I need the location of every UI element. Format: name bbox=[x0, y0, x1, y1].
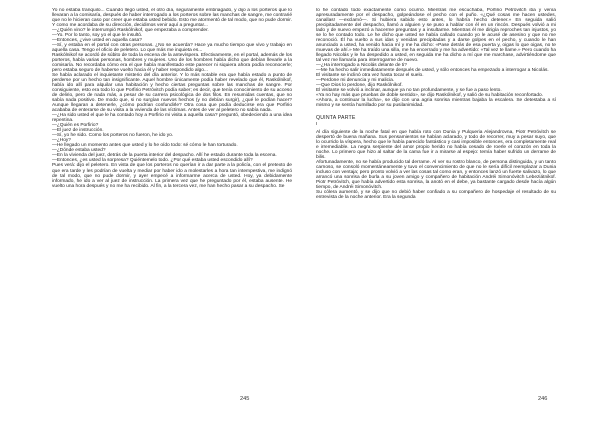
dialogue-line: —Sí, yo he sido. Como los porteros no fueron, he ido yo. bbox=[52, 133, 174, 139]
text-block: «Ya no hay más que pruebas de doble sentido», se dijo Raskólnikof, y salió de su habitación reconfortado. bbox=[316, 93, 544, 99]
dialogue-line: El visitante se inclinó otra vez hasta tocar el suelo. bbox=[316, 73, 424, 79]
text-block: Se había aclarado el inquietante misterio del día anterior. Y lo más notable era que había estado a punto de perderse por un hecho tan insignificante. Aquel hombre únicamente podía haber revelado que él, Raskólnikof, había ido allí para alquilar una habitación y hecho ciertas preguntas sobre las manchas de sangre. Por consiguiente, esto era todo lo que Porfirio Petróvitch podía saber; es decir, que tenía conocimiento de su acceso de delirio, pero de nada más, a pesar de su carrera psicológica de dos filos. En resumidas cuentas, que no sabía nada positivo. De modo que, si no surgían nuevos hechos (y no debían surgir), ¿qué le podían hacer? Aunque llegaran a detenerle, ¿cómo podrían confundirle? Otra cosa que podía deducirse era que Porfirio acababa de enterarse de su visita a la vivienda de las víctimas. Antes de ver al peletero no sabía nada. bbox=[52, 73, 292, 114]
dialogue-line: —En la vivienda del juez, detrás de la puerta interior del despacho. Allí he estado durante toda la escena. bbox=[52, 153, 277, 159]
dialogue-line: —¿Quién es Porfirio? bbox=[52, 123, 99, 129]
text-block: Al día siguiente de la noche fatal en que había roto con Dunia y Pulqueria Alejandrovna, Piotr Petróvitch se despertó de buena mañana. Sus pensamientos se habían aclarado, y todo de recorrer, muy a pesar suyo, que lo ocurrido la víspera, hecho que le había parecido fantástico y casi imposible entonces, era completamente real e irremediable. La negra serpiente del amor propio herido no había cesado de roerle el corazón en toda la noche. Lo primero que hizo al saltar de la cama fue ir a mirarse al espejo: temía haber sufrido un derrame de bilis. bbox=[316, 129, 556, 160]
dialogue-line: —Sí, y estaba en el portal con otras personas. ¿No se acuerda? Hace ya mucho tiempo que vivo y trabajo en aquella casa. Tengo el oficio de peletero. Lo que más me inquieta es... bbox=[52, 43, 292, 54]
dialogue-line: —He llegado un momento antes que usted y lo he oído todo: sé cómo le han torturado. bbox=[52, 143, 238, 149]
dialogue-line: —¿Ha interrogado a Nicolás delante de ti? bbox=[316, 63, 407, 69]
text-block: Su cólera aumentó, y se dijo que no debió haber confiado a su compañero de hospedaje el resultado de su entrevista de la noche anterior. Era la segunda bbox=[316, 190, 556, 201]
text-block: Afortunadamente, no se había producido tal derrame. Al ver su rostro blanco, de persona distinguida, y un tanto carnoso, se consoló momentáneamente y tuvo el convencimiento de que no le sería difícil reemplazar a Dunia incluso con ventaja; pero pronto volvió a ver las cosas tal como eran, y entonces lanzó un fuerte salivazo, lo que arrancó una sonrisa de burla a su joven amigo y compañero de habitación Andréi Simonóvitch Lebeziátnikof. Piotr Petróvitch, que había advertido esta sonrisa, la anotó en el debe, ya bastante cargado desde hacía algún tiempo, de Andréi Simonóvitch. bbox=[316, 160, 556, 191]
dialogue-line: —El juez de instrucción. bbox=[52, 128, 104, 134]
left-page bbox=[52, 8, 292, 408]
text-block: El visitante se volvió a inclinar, aunque ya no tan profundamente, y se fue a paso lento. bbox=[316, 88, 502, 94]
text-block: «Ahora, a continuar la lucha», se dijo con una agria sonrisa mientras bajaba la escalera. Se detestaba a sí mismo y se sentía humillado por su pusilanimidad. bbox=[316, 98, 556, 109]
dialogue-line: —Perdone mi denuncia y mi malicia. bbox=[316, 78, 395, 84]
dialogue-line: —Me ha hecho salir inmediatamente después de usted, y sólo entonces ha empezado a interrogar a Nicolás. bbox=[316, 68, 549, 74]
page-number: 245 bbox=[240, 396, 250, 402]
dialogue-line: —¿Dónde estaba usted? bbox=[52, 148, 106, 154]
right-page bbox=[316, 8, 556, 408]
text-block: Pues verá: dijo el peletero. En vista de que los porteros no querían ir a dar parte a la policía, con el pretexto de que era tarde y les podrían de vuelta y mediar por haber ido a molestarles a hora tan intempestiva, me indignó de tal modo, que no pude dormir, y ayer empecé a informarme acerca de usted. Hoy, ya debidamente informado, he ido a ver al juez de instrucción. La primera vez que he preguntado por él, estaba ausente. He vuelto una hora después y no me ha recibido. Al fin, a la tercera vez, me han hecho pasar a su despacho. Se bbox=[52, 163, 292, 189]
page-number: 246 bbox=[538, 396, 548, 402]
dialogue-line: —¿Ha sido usted el que le ha contado hoy a Porfirio mi visita a aquella casa? preguntó, obedeciendo a una idea repentina. bbox=[52, 113, 292, 124]
text-block: Raskólnikof se acordó de súbito de toda la escena de la antevíspera. Efectivamente, en el portal, además de los porteros, había varias personas, hombres y mujeres. Uno de los hombres había dicho que debían llevarle a la comisaría. No recordaba cómo era el que había manifestado este parecer ni siquiera ahora podía reconocerle; pero estaba seguro de haberse vuelto hacia él y haber respondido algo... bbox=[52, 53, 292, 74]
dialogue-line: —¿Quién vino? le interrumpió Raskólnikof, que empezaba a comprender. bbox=[52, 28, 209, 34]
section-number: I bbox=[316, 121, 318, 127]
dialogue-line: —Yo. Por lo tanto, soy yo el que le insultó. bbox=[52, 33, 143, 39]
dialogue-line: —¿Hoy? bbox=[52, 138, 71, 144]
dialogue-line: —Entonces, ¿es usted la sorpresa? Quiéntemelo todo. ¿Por qué estaba usted escondido allí? bbox=[52, 158, 253, 164]
part-heading: QUINTA PARTE bbox=[316, 115, 356, 122]
text-block: lo he contado todo exactamente como ocurrió. Mientras me escuchaba, Porfirio Petróvitch iba y venía apresuradamente por el despacho, golpeándose el pecho con el puño. «¿Qué cosas me hacen ustedes, canallas! —exclamó—. Si hubiera sabido esto antes, lo habría hecho detener.» En seguida salió precipitadamente del despacho, llamó a alguien y se puso a hablar con él en un rincón. Después volvió a mi lado y de nuevo empezó a hacerme preguntas y a insultarme. Mientras él me dirigía reproches tan injustos, yo se lo he contado todo. Le he dicho que usted se había callado cuando yo le acusé de asesino y que no me reconoció. Él ha vuelto a sus idas y venidas precipitadas y a darse golpes en el pecho, y cuando le han anunciado a usted, ha venido hacia mí y me ha dicho: «Pase detrás de esa puerta y, oigas lo que oigas, no te muevas de ahí.» Me ha traído una silla, me ha encerrado y me ha advertido: «Tal vez te llame.» Pero cuando ha llegado Nicolás y le ha despedido a usted, en seguida me ha dicho a mí que me marchase, advirtiéndome que tal vez me llamaría para interrogarme de nuevo. bbox=[316, 8, 556, 64]
text-block: Yo no estaba tranquilo... Cuando llegó usted, el otro día, seguramente embriagado, y dijo a los porteros que lo llevaran a la comisaría, después de haber interrogado a los porteros sobre las manchas de sangre, me contrarié que no le hicieran caso por creer que estaba usted bebido. Esto me atormentó de tal modo, que no pude dormir. Y como me acordaba de su dirección, decidimos venir aquí a preguntar... bbox=[52, 8, 292, 29]
dialogue-line: —Entonces, ¿vive usted en aquella casa? bbox=[52, 38, 142, 44]
dialogue-line: —Que Dios lo perdone, dijo Raskólnikof. bbox=[316, 83, 403, 89]
